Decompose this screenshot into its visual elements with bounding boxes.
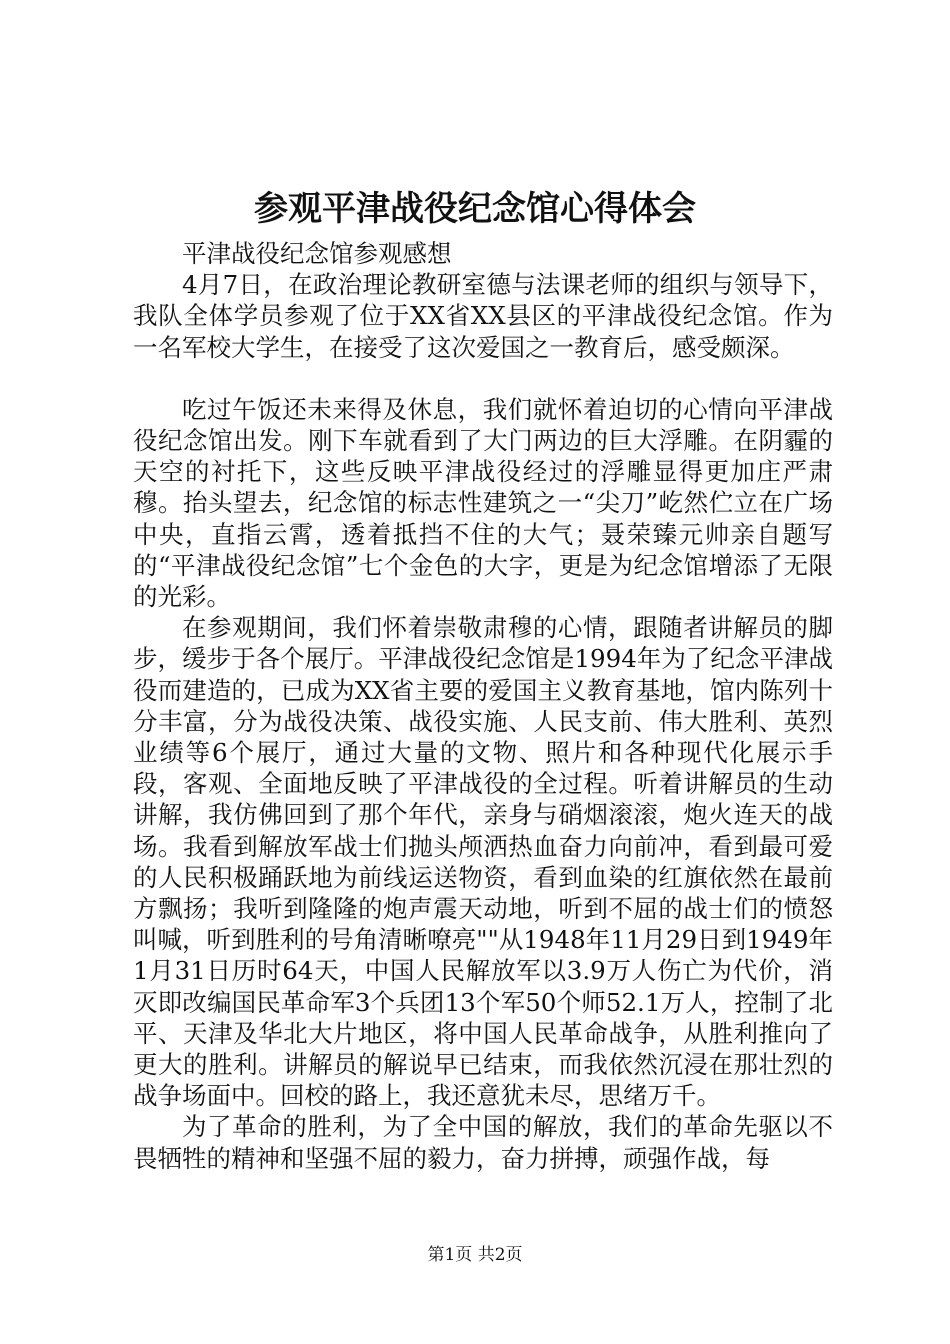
- paragraph-visit: 在参观期间，我们怀着崇敬肃穆的心情，跟随者讲解员的脚步，缓步于各个展厅。平津战役纪念馆是1994年为了纪念平津战役而建造的，已成为XX省主要的爱国主义教育基地，馆内陈列十分丰富，分为战役决策、战役实施、人民支前、伟大胜利、英烈业绩等6个展厅，通过大量的文物、照片和各种现代化展示手段，客观、全面地反映了平津战役的全过程。听着讲解员的生动讲解，我仿佛回到了那个年代，亲身与硝烟滚滚，炮火连天的战场。我看到解放军战士们抛头颅洒热血奋力向前冲，看到最可爱的人民积极踊跃地为前线运送物资，看到血染的红旗依然在最前方飘扬；我听到隆隆的炮声震天动地，听到不屈的战士们的愤怒叫喊，听到胜利的号角清晰嘹亮""从1948年11月29日到1949年1月31日历时64天，中国人民解放军以3.9万人伤亡为代价，消灭即改编国民革命军3个兵团13个军50个师52.1万人，控制了北平、天津及华北大片地区，将中国人民革命战争，从胜利推向了更大的胜利。讲解员的解说早已结束，而我依然沉浸在那壮烈的战争场面中。回校的路上，我还意犹未尽，思绪万千。: [133, 613, 833, 1111]
- page-footer: 第1页 共2页: [427, 1245, 523, 1265]
- paragraph-reflection: 为了革命的胜利，为了全中国的解放，我们的革命先驱以不畏牺牲的精神和坚强不屈的毅力，奋力拼搏，顽强作战，每: [133, 1112, 833, 1173]
- paragraph-departure: 吃过午饭还未来得及休息，我们就怀着迫切的心情向平津战役纪念馆出发。刚下车就看到了大门两边的巨大浮雕。在阴霾的天空的衬托下，这些反映平津战役经过的浮雕显得更加庄严肃穆。抬头望去，纪念馆的标志性建筑之一“尖刀”屹然伫立在广场中央，直指云霄，透着抵挡不住的大气；聂荣臻元帅亲自题写的“平津战役纪念馆”七个金色的大字，更是为纪念馆增添了无限的光彩。: [133, 394, 833, 612]
- paragraph-intro: 4月7日，在政治理论教研室德与法课老师的组织与领导下，我队全体学员参观了位于XX省XX县区的平津战役纪念馆。作为一名军校大学生，在接受了这次爱国之一教育后，感受颇深。: [133, 270, 833, 362]
- document-body: [133, 238, 833, 1174]
- document-title: 参观平津战役纪念馆心得体会: [254, 189, 696, 229]
- paragraph-subtitle: 平津战役纪念馆参观感想: [182, 239, 452, 268]
